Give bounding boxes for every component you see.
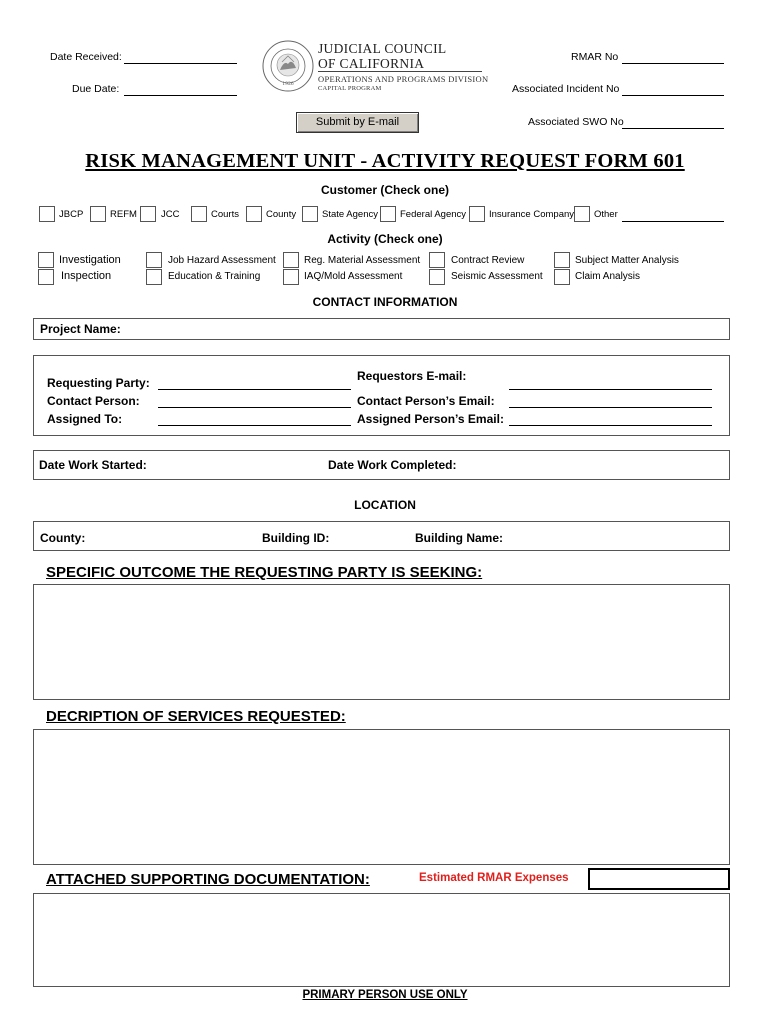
customer-state-agency-label: State Agency: [322, 209, 378, 220]
assigned-email-label: Assigned Person’s Email:: [357, 412, 504, 426]
customer-other-field[interactable]: [622, 221, 724, 222]
county-label: County:: [40, 531, 86, 545]
activity-subject-matter-checkbox[interactable]: [554, 252, 570, 268]
outcome-heading: SPECIFIC OUTCOME THE REQUESTING PARTY IS SEEKING:: [46, 564, 483, 581]
requesting-party-label: Requesting Party:: [47, 376, 150, 390]
description-textarea[interactable]: [33, 729, 730, 865]
customer-federal-agency-checkbox[interactable]: [380, 206, 396, 222]
activity-job-hazard-label: Job Hazard Assessment: [168, 255, 276, 266]
activity-seismic-label: Seismic Assessment: [451, 271, 543, 282]
customer-insurance-company-checkbox[interactable]: [469, 206, 485, 222]
org-divider: [318, 71, 482, 72]
activity-iaq-mold-label: IAQ/Mold Assessment: [304, 271, 403, 282]
division-name: OPERATIONS AND PROGRAMS DIVISION: [318, 74, 489, 84]
customer-other-checkbox[interactable]: [574, 206, 590, 222]
customer-courts-label: Courts: [211, 209, 239, 220]
rmar-no-label: RMAR No: [571, 51, 619, 63]
judicial-council-seal: [262, 40, 314, 92]
program-name: CAPITAL PROGRAM: [318, 85, 382, 92]
description-heading: DECRIPTION OF SERVICES REQUESTED:: [46, 708, 346, 725]
activity-education-label: Education & Training: [168, 271, 261, 282]
date-started-label: Date Work Started:: [39, 458, 147, 472]
customer-jcc-checkbox[interactable]: [140, 206, 156, 222]
contact-person-label: Contact Person:: [47, 394, 140, 408]
requestor-email-label: Requestors E-mail:: [357, 369, 467, 383]
form-title: RISK MANAGEMENT UNIT - ACTIVITY REQUEST FORM 601: [85, 150, 685, 172]
swo-no-label: Associated SWO No: [528, 116, 624, 128]
customer-jcc-label: JCC: [161, 209, 180, 220]
location-box[interactable]: [33, 521, 730, 551]
activity-reg-material-checkbox[interactable]: [283, 252, 299, 268]
location-heading: LOCATION: [354, 498, 416, 512]
customer-jbcp-checkbox[interactable]: [39, 206, 55, 222]
estimated-expenses-label: Estimated RMAR Expenses: [419, 872, 569, 884]
activity-inspection-label: Inspection: [61, 270, 112, 282]
customer-refm-checkbox[interactable]: [90, 206, 106, 222]
swo-no-field[interactable]: [622, 128, 724, 129]
customer-county-checkbox[interactable]: [246, 206, 262, 222]
date-received-field[interactable]: [124, 63, 237, 64]
activity-reg-material-label: Reg. Material Assessment: [304, 255, 421, 266]
building-name-label: Building Name:: [415, 531, 504, 545]
customer-county-label: County: [266, 209, 297, 220]
seal-year: 1926: [282, 82, 294, 87]
activity-subject-matter-label: Subject Matter Analysis: [575, 255, 679, 266]
building-id-label: Building ID:: [262, 531, 330, 545]
assigned-to-label: Assigned To:: [47, 412, 123, 426]
activity-seismic-checkbox[interactable]: [429, 269, 445, 285]
contact-heading: CONTACT INFORMATION: [312, 295, 458, 309]
project-name-box[interactable]: [33, 318, 730, 340]
contact-email-field[interactable]: [509, 407, 712, 408]
rmar-no-field[interactable]: [622, 63, 724, 64]
customer-state-agency-checkbox[interactable]: [302, 206, 318, 222]
assigned-email-field[interactable]: [509, 425, 712, 426]
assigned-to-field[interactable]: [158, 425, 351, 426]
customer-courts-checkbox[interactable]: [191, 206, 207, 222]
activity-investigation-label: Investigation: [59, 254, 121, 266]
activity-contract-review-checkbox[interactable]: [429, 252, 445, 268]
activity-iaq-mold-checkbox[interactable]: [283, 269, 299, 285]
activity-contract-review-label: Contract Review: [451, 255, 525, 266]
activity-claim-analysis-label: Claim Analysis: [575, 271, 641, 282]
estimated-expenses-field[interactable]: [588, 868, 730, 890]
outcome-textarea[interactable]: [33, 584, 730, 700]
customer-refm-label: REFM: [110, 209, 137, 220]
primary-person-label: PRIMARY PERSON USE ONLY: [302, 989, 468, 1001]
contact-box: [33, 355, 730, 436]
attached-heading: ATTACHED SUPPORTING DOCUMENTATION:: [46, 871, 370, 888]
customer-federal-agency-label: Federal Agency: [400, 209, 467, 220]
date-completed-label: Date Work Completed:: [328, 458, 457, 472]
attached-textarea[interactable]: [33, 893, 730, 987]
requestor-email-field[interactable]: [509, 389, 712, 390]
due-date-label: Due Date:: [72, 83, 120, 95]
org-name-line2: OF CALIFORNIA: [318, 56, 425, 71]
activity-job-hazard-checkbox[interactable]: [146, 252, 162, 268]
customer-heading: Customer (Check one): [320, 183, 450, 197]
contact-person-field[interactable]: [158, 407, 351, 408]
activity-inspection-checkbox[interactable]: [38, 269, 54, 285]
date-received-label: Date Received:: [50, 51, 122, 63]
incident-no-field[interactable]: [622, 95, 724, 96]
project-name-label: Project Name:: [40, 322, 121, 336]
customer-insurance-company-label: Insurance Company: [489, 209, 575, 220]
customer-jbcp-label: JBCP: [59, 209, 84, 220]
customer-other-label: Other: [594, 209, 618, 220]
org-name-line1: JUDICIAL COUNCIL: [318, 41, 447, 56]
activity-investigation-checkbox[interactable]: [38, 252, 54, 268]
contact-email-label: Contact Person’s Email:: [357, 394, 495, 408]
activity-education-checkbox[interactable]: [146, 269, 162, 285]
submit-email-button[interactable]: Submit by E-mail: [296, 112, 419, 133]
activity-heading: Activity (Check one): [327, 232, 443, 246]
requesting-party-field[interactable]: [158, 389, 351, 390]
due-date-field[interactable]: [124, 95, 237, 96]
dates-box[interactable]: [33, 450, 730, 480]
activity-claim-analysis-checkbox[interactable]: [554, 269, 570, 285]
incident-no-label: Associated Incident No: [512, 83, 620, 95]
